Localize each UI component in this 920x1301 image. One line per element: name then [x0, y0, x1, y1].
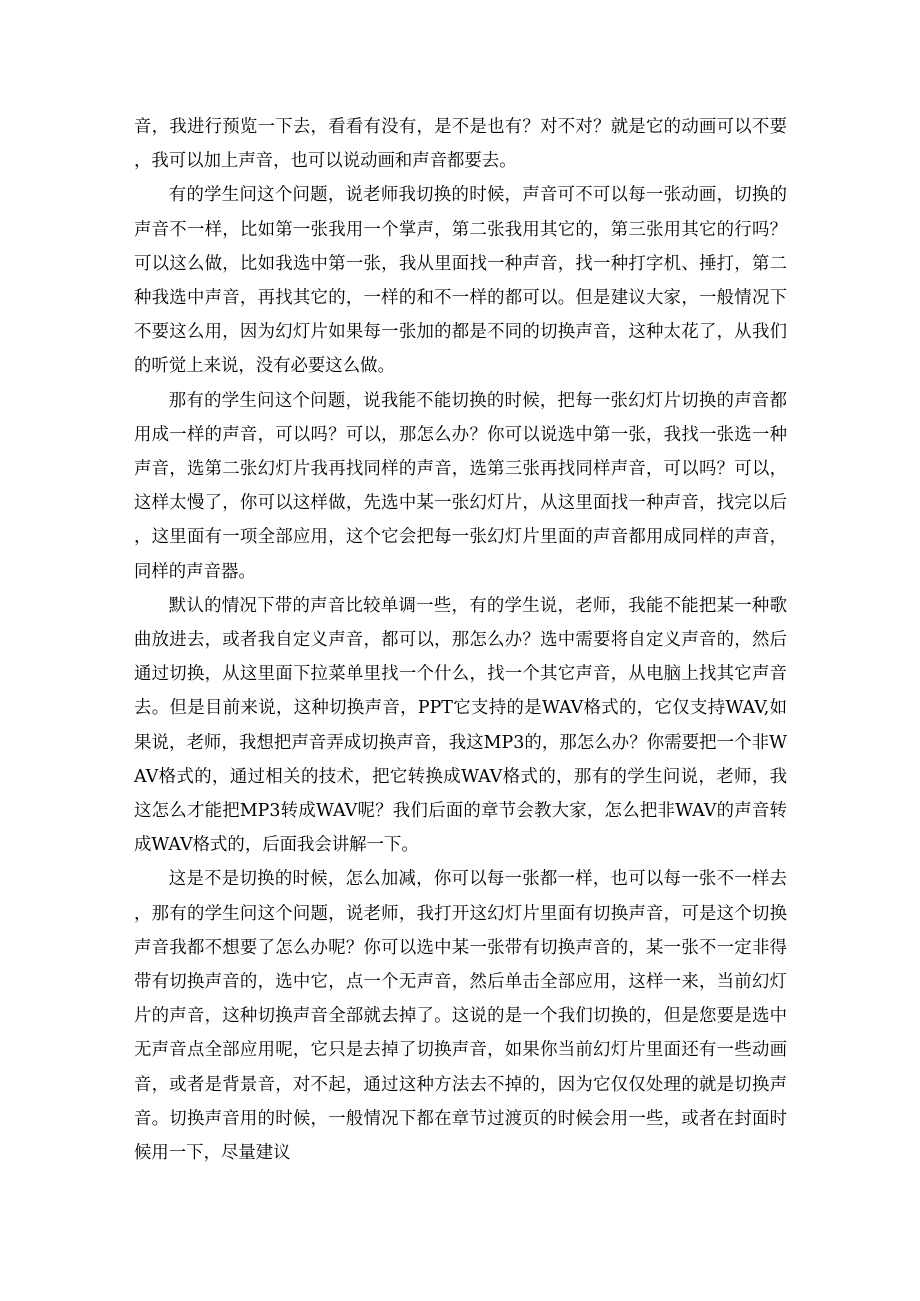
paragraph-different-sounds: 有的学生问这个问题，说老师我切换的时候，声音可不可以每一张动画，切换的声音不一样，比如第一张我用一个掌声，第二张我用其它的，第三张用其它的行吗？可以这么做，比如我选中第一张，我从里面找一种声音，找一种打字机、捶打，第二种我选中声音，再找其它的，一样的和不一样的都可以。但是建议大家，一般情况下不要这么用，因为幻灯片如果每一张加的都是不同的切换声音，这种太花了，从我们的听觉上来说，没有必要这么做。 — [134, 185, 787, 377]
paragraph-custom-sound-wav: 默认的情况下带的声音比较单调一些，有的学生说，老师，我能不能把某一种歌曲放进去，或者我自定义声音，都可以，那怎么办？选中需要将自定义声音的，然后通过切换，从这里面下拉菜单里找一个什么，找一个其它声音，从电脑上找其它声音去。但是目前来说，这种切换声音，PPT它支持的是WAV格式的，它仅支持WAV,如果说，老师，我想把声音弄成切换声音，我这MP3的，那怎么办？你需要把一个非WAV格式的，通过相关的技术，把它转换成WAV格式的，那有的学生问说，老师，我这怎么才能把MP3转成WAV呢？我们后面的章节会教大家，怎么把非WAV的声音转成WAV格式的，后面我会讲解一下。 — [134, 595, 787, 856]
paragraph-remove-sound: 这是不是切换的时候，怎么加减，你可以每一张都一样，也可以每一张不一样去，那有的学生问这个问题，说老师，我打开这幻灯片里面有切换声音，可是这个切换声音我都不想要了怎么办呢？你可以选中某一张带有切换声音的，某一张不一定非得带有切换声音的，选中它，点一个无声音，然后单击全部应用，这样一来，当前幻灯片的声音，这种切换声音全部就去掉了。这说的是一个我们切换的，但是您要是选中无声音点全部应用呢，它只是去掉了切换声音，如果你当前幻灯片里面还有一些动画音，或者是背景音，对不起，通过这种方法去不掉的，因为它仅仅处理的就是切换声音。切换声音用的时候，一般情况下都在章节过渡页的时候会用一些，或者在封面时候用一下，尽量建议 — [134, 869, 787, 1164]
paragraph-continuation: 音，我进行预览一下去，看看有没有，是不是也有？对不对？就是它的动画可以不要，我可以加上声音，也可以说动画和声音都要去。 — [134, 117, 787, 172]
paragraph-same-sound-apply-all: 那有的学生问这个问题，说我能不能切换的时候，把每一张幻灯片切换的声音都用成一样的声音，可以吗？可以，那怎么办？你可以说选中第一张，我找一张选一种声音，选第二张幻灯片我再找同样的声音，选第三张再找同样声音，可以吗？可以，这样太慢了，你可以这样做，先选中某一张幻灯片，从这里面找一种声音，找完以后，这里面有一项全部应用，这个它会把每一张幻灯片里面的声音都用成同样的声音，同样的声音器。 — [134, 390, 787, 582]
document-body — [134, 110, 787, 1170]
